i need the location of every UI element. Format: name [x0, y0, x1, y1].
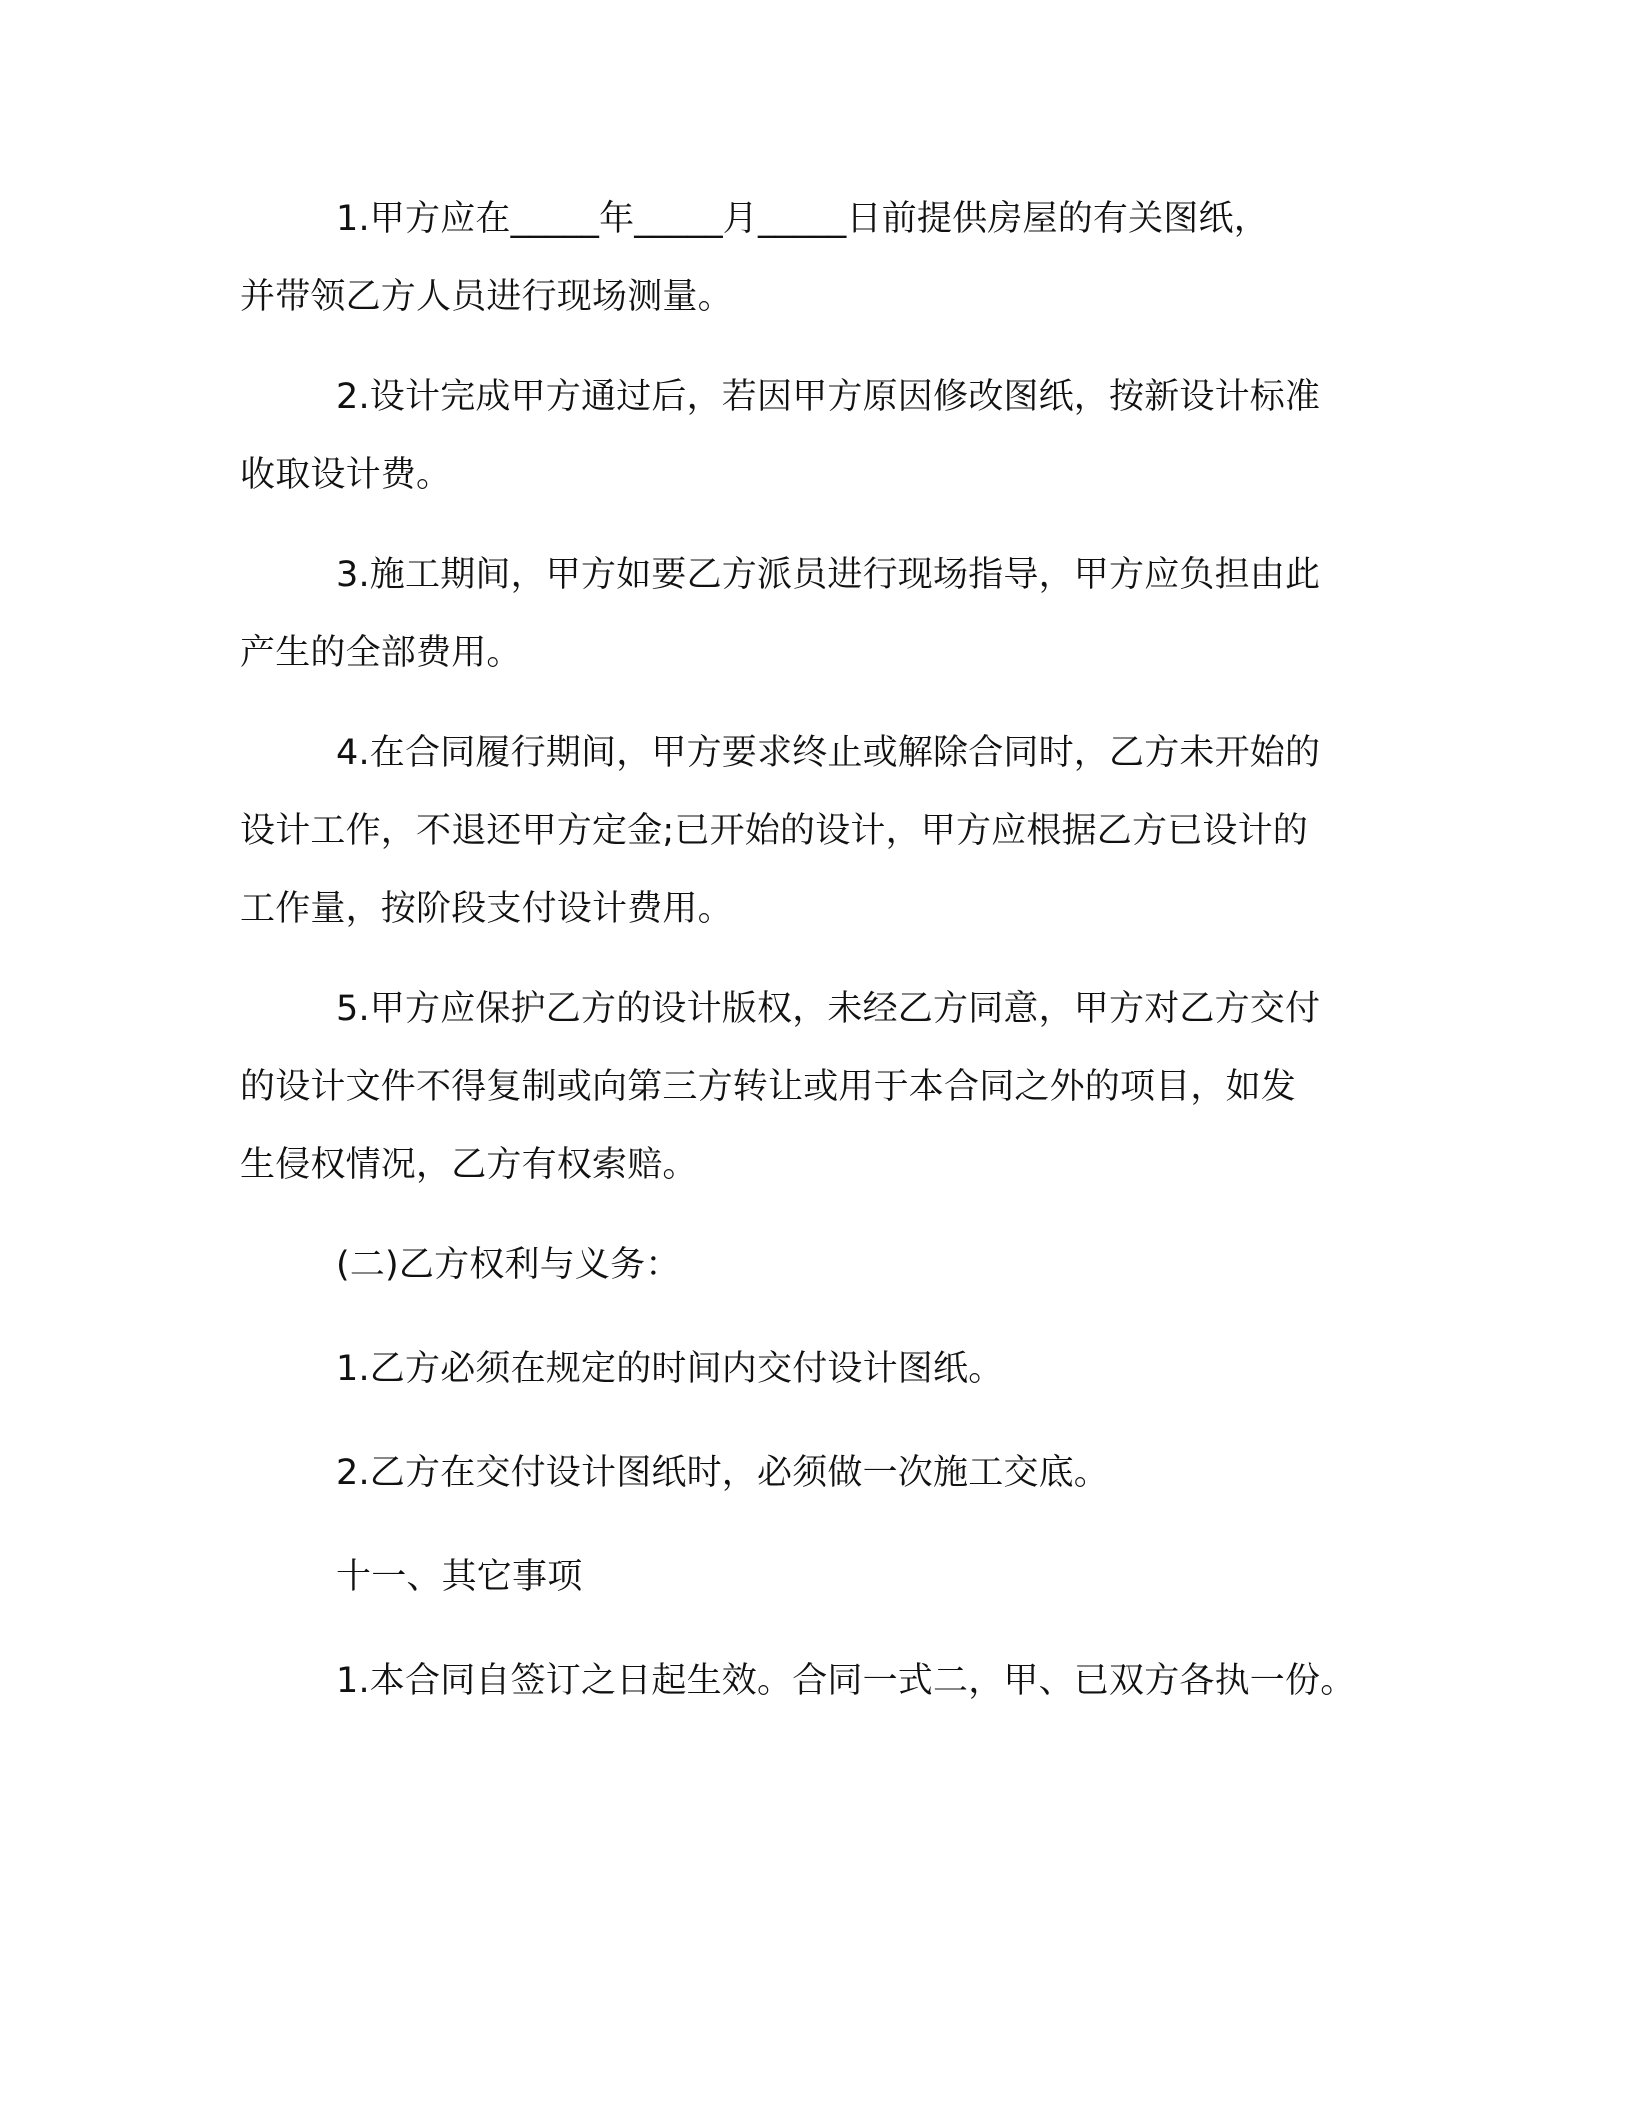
section-b-item-2-text: 2.乙方在交付设计图纸时，必须做一次施工交底。 — [336, 1453, 1109, 1493]
paragraph-2 — [240, 358, 1410, 514]
section-b-item-1 — [240, 1330, 1410, 1408]
paragraph-5-line-3: 生侵权情况，乙方有权索赔。 — [240, 1145, 698, 1185]
section-11-item-1-text: 1.本合同自签订之日起生效。合同一式二，甲、已双方各执一份。 — [336, 1661, 1356, 1701]
paragraph-5-line-1: 5.甲方应保护乙方的设计版权，未经乙方同意，甲方对乙方交付 — [336, 989, 1321, 1029]
paragraph-4-line-3: 工作量，按阶段支付设计费用。 — [240, 889, 733, 929]
section-b-item-2 — [240, 1434, 1410, 1512]
paragraph-1 — [240, 180, 1410, 336]
paragraph-3-line-1: 3.施工期间，甲方如要乙方派员进行现场指导，甲方应负担由此 — [336, 555, 1321, 595]
paragraph-1-line-2: 并带领乙方人员进行现场测量。 — [240, 277, 733, 317]
paragraph-3-line-2: 产生的全部费用。 — [240, 633, 522, 673]
paragraph-2-line-2: 收取设计费。 — [240, 455, 452, 495]
paragraph-4 — [240, 714, 1410, 948]
section-11-item-1 — [240, 1642, 1410, 1720]
section-b-title: (二)乙方权利与义务： — [336, 1245, 681, 1285]
paragraph-5 — [240, 970, 1410, 1204]
paragraph-4-line-1: 4.在合同履行期间，甲方要求终止或解除合同时，乙方未开始的 — [336, 733, 1321, 773]
paragraph-3 — [240, 536, 1410, 692]
paragraph-4-line-2: 设计工作，不退还甲方定金;已开始的设计，甲方应根据乙方已设计的 — [240, 811, 1308, 851]
paragraph-5-line-2: 的设计文件不得复制或向第三方转让或用于本合同之外的项目，如发 — [240, 1067, 1297, 1107]
section-b-item-1-text: 1.乙方必须在规定的时间内交付设计图纸。 — [336, 1349, 1004, 1389]
paragraph-1-line-1: 1.甲方应在_____年_____月_____日前提供房屋的有关图纸， — [336, 199, 1269, 239]
section-11-title: 十一、其它事项 — [336, 1557, 583, 1597]
section-b-heading — [240, 1226, 1410, 1304]
paragraph-2-line-1: 2.设计完成甲方通过后，若因甲方原因修改图纸，按新设计标准 — [336, 377, 1321, 417]
section-11-heading — [240, 1538, 1410, 1616]
